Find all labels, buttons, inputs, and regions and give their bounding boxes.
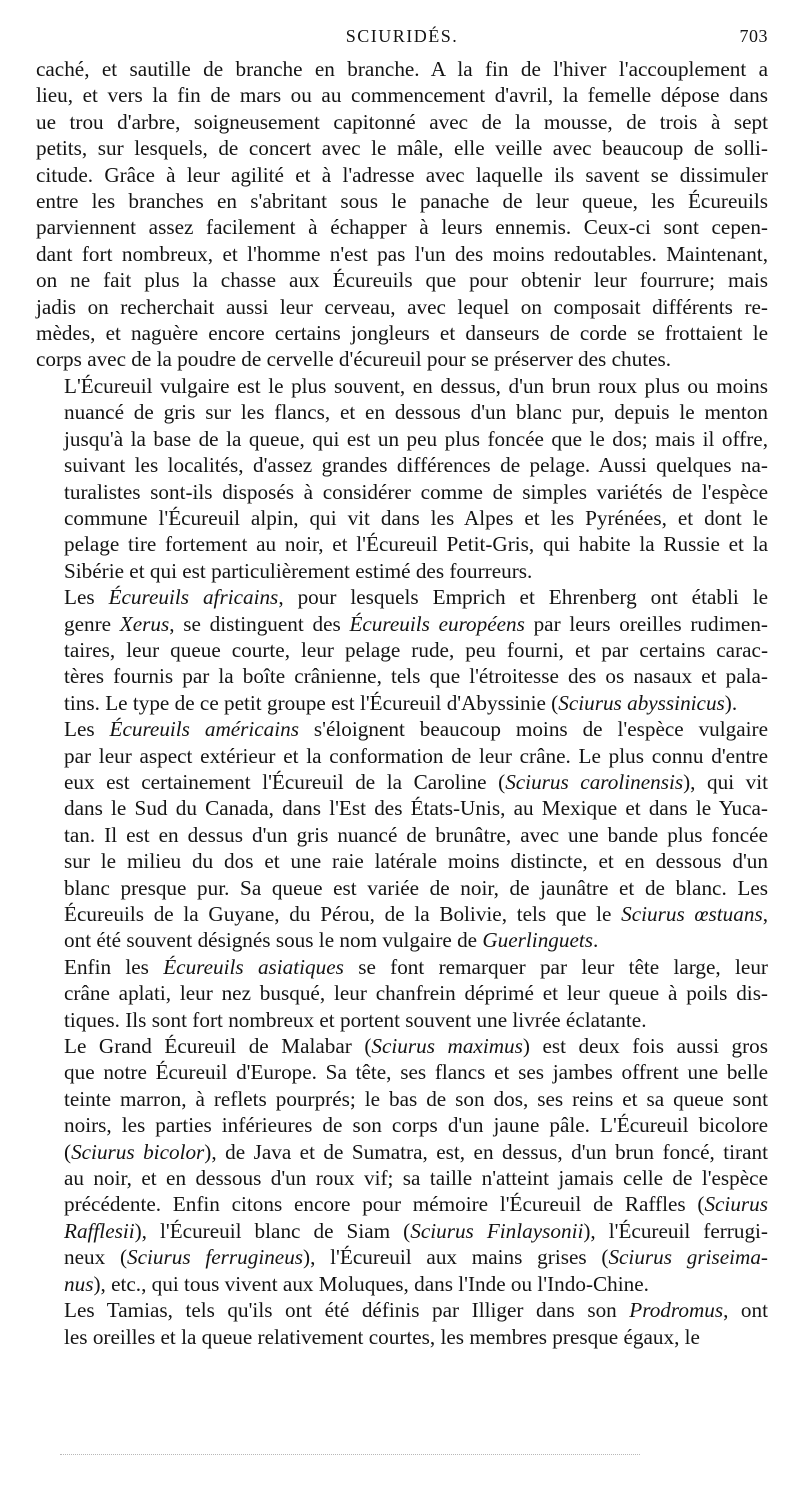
paragraph xyxy=(36,1297,768,1350)
text-line: suivant les localités, d'assez grandes différences de pelage. Aussi quelques na- xyxy=(64,453,768,478)
text-line: pelage tire fortement au noir, et l'Écureuil Petit-Gris, qui habite la Russie et la xyxy=(64,532,768,557)
text-line: jusqu'à la base de la queue, qui est un peu plus foncée que le dos; mais il offre, xyxy=(64,426,768,451)
text-line: eux est certainement l'Écureuil de la Caroline (Sciurus carolinensis), qui vit xyxy=(64,769,769,794)
page-number: 703 xyxy=(739,26,768,46)
running-title: SCIURIDÉS. xyxy=(345,26,459,46)
text-line: au noir, et en dessous d'un roux vif; sa taille n'atteint jamais celle de l'espèce xyxy=(64,1166,768,1191)
text-line: Sibérie et qui est particulièrement estimé des fourreurs. xyxy=(64,558,533,583)
paragraph xyxy=(36,954,768,1033)
text-line: crâne aplati, leur nez busqué, leur chanfrein déprimé et leur queue à poils dis- xyxy=(64,981,768,1006)
text-line: tins. Le type de ce petit groupe est l'Écureuil d'Abyssinie (Sciurus abyssinicus). xyxy=(64,690,738,715)
body-text xyxy=(36,56,768,1350)
text-line: nus), etc., qui tous vivent aux Moluques, dans l'Inde ou l'Indo-Chine. xyxy=(64,1271,649,1296)
page xyxy=(36,26,768,1350)
text-line: Les Tamias, tels qu'ils ont été définis par Illiger dans son Prodromus, ont xyxy=(64,1298,768,1323)
text-line: sur le milieu du dos et une raie latérale moins distincte, et en dessous d'un xyxy=(64,849,768,874)
text-line: neux (Sciurus ferrugineus), l'Écureuil aux mains grises (Sciurus griseima- xyxy=(64,1245,768,1270)
paragraph xyxy=(36,56,768,373)
text-line: que notre Écureuil d'Europe. Sa tête, ses flancs et ses jambes offrent une belle xyxy=(64,1060,768,1085)
text-line: teinte marron, à reflets pourprés; le bas de son dos, ses reins et sa queue sont xyxy=(64,1086,768,1111)
paragraph xyxy=(36,373,768,584)
text-line: Les Écureuils africains, pour lesquels Emprich et Ehrenberg ont établi le xyxy=(64,585,769,610)
text-line: mèdes, et naguère encore certains jongleurs et danseurs de corde se frottaient le xyxy=(36,321,768,346)
text-line: parviennent assez facilement à échapper à leurs ennemis. Ceux-ci sont cepen- xyxy=(36,215,768,240)
paragraph xyxy=(36,716,768,954)
text-line: dans le Sud du Canada, dans l'Est des États-Unis, au Mexique et dans le Yuca- xyxy=(64,796,768,821)
text-line: Écureuils de la Guyane, du Pérou, de la Bolivie, tels que le Sciurus œstuans, xyxy=(64,902,768,926)
text-line: genre Xerus, se distinguent des Écureuils européens par leurs oreilles rudimen- xyxy=(64,611,768,636)
text-line: noirs, les parties inférieures de son corps d'un jaune pâle. L'Écureuil bicolore xyxy=(64,1113,768,1138)
text-line: Les Écureuils américains s'éloignent beaucoup moins de l'espèce vulgaire xyxy=(64,717,768,742)
paragraph xyxy=(36,584,768,716)
text-line: on ne fait plus la chasse aux Écureuils que pour obtenir leur fourrure; mais xyxy=(36,268,768,293)
text-line: commune l'Écureuil alpin, qui vit dans les Alpes et les Pyrénées, et dont le xyxy=(64,505,768,530)
text-line: (Sciurus bicolor), de Java et de Sumatra, est, en dessus, d'un brun foncé, tirant xyxy=(64,1139,768,1164)
text-line: corps avec de la poudre de cervelle d'écureuil pour se préserver des chutes. xyxy=(36,347,672,372)
text-line: ue trou d'arbre, soigneusement capitonné avec de la mousse, de trois à sept xyxy=(36,109,768,134)
text-line: par leur aspect extérieur et la conformation de leur crâne. Le plus connu d'entre xyxy=(64,743,768,768)
text-line: entre les branches en s'abritant sous le panache de leur queue, les Écureuils xyxy=(36,189,768,214)
paragraph xyxy=(36,1033,768,1297)
text-line: précédente. Enfin citons encore pour mémoire l'Écureuil de Raffles (Sciurus xyxy=(64,1192,768,1217)
text-line: jadis on recherchait aussi leur cerveau, avec lequel on composait différents re- xyxy=(36,294,768,319)
text-line: Le Grand Écureuil de Malabar (Sciurus maximus) est deux fois aussi gros xyxy=(64,1034,769,1059)
text-line: Enfin les Écureuils asiatiques se font remarquer par leur tête large, leur xyxy=(64,954,768,979)
text-line: citude. Grâce à leur agilité et à l'adresse avec laquelle ils savent se dissimuler xyxy=(36,162,768,187)
text-line: caché, et sautille de branche en branche. A la fin de l'hiver l'accouplement a xyxy=(36,57,768,81)
scan-artifact xyxy=(60,1454,640,1459)
text-line: taires, leur queue courte, leur pelage rude, peu fourni, et par certains carac- xyxy=(64,637,768,662)
text-line: blanc presque pur. Sa queue est variée de noir, de jaunâtre et de blanc. Les xyxy=(64,875,768,900)
running-head xyxy=(36,26,768,56)
text-line: tiques. Ils sont fort nombreux et portent souvent une livrée éclatante. xyxy=(64,1007,647,1032)
text-line: L'Écureuil vulgaire est le plus souvent, en dessus, d'un brun roux plus ou moins xyxy=(64,373,768,398)
text-line: les oreilles et la queue relativement courtes, les membres presque égaux, le xyxy=(64,1324,700,1349)
text-line: tan. Il est en dessus d'un gris nuancé de brunâtre, avec une bande plus foncée xyxy=(64,822,768,847)
text-line: nuancé de gris sur les flancs, et en dessous d'un blanc pur, depuis le menton xyxy=(64,400,768,425)
text-line: turalistes sont-ils disposés à considérer comme de simples variétés de l'espèce xyxy=(64,479,768,504)
text-line: lieu, et vers la fin de mars ou au commencement d'avril, la femelle dépose dans xyxy=(36,83,768,108)
text-line: tères fournis par la boîte crânienne, tels que l'étroitesse des os nasaux et pala- xyxy=(64,664,768,689)
text-line: ont été souvent désignés sous le nom vulgaire de Guerlinguets. xyxy=(64,928,599,953)
text-line: Rafflesii), l'Écureuil blanc de Siam (Sciurus Finlaysonii), l'Écureuil ferrugi- xyxy=(64,1218,768,1243)
text-line: dant fort nombreux, et l'homme n'est pas l'un des moins redoutables. Maintenant, xyxy=(36,241,768,266)
text-line: petits, sur lesquels, de concert avec le mâle, elle veille avec beaucoup de solli- xyxy=(36,136,768,161)
